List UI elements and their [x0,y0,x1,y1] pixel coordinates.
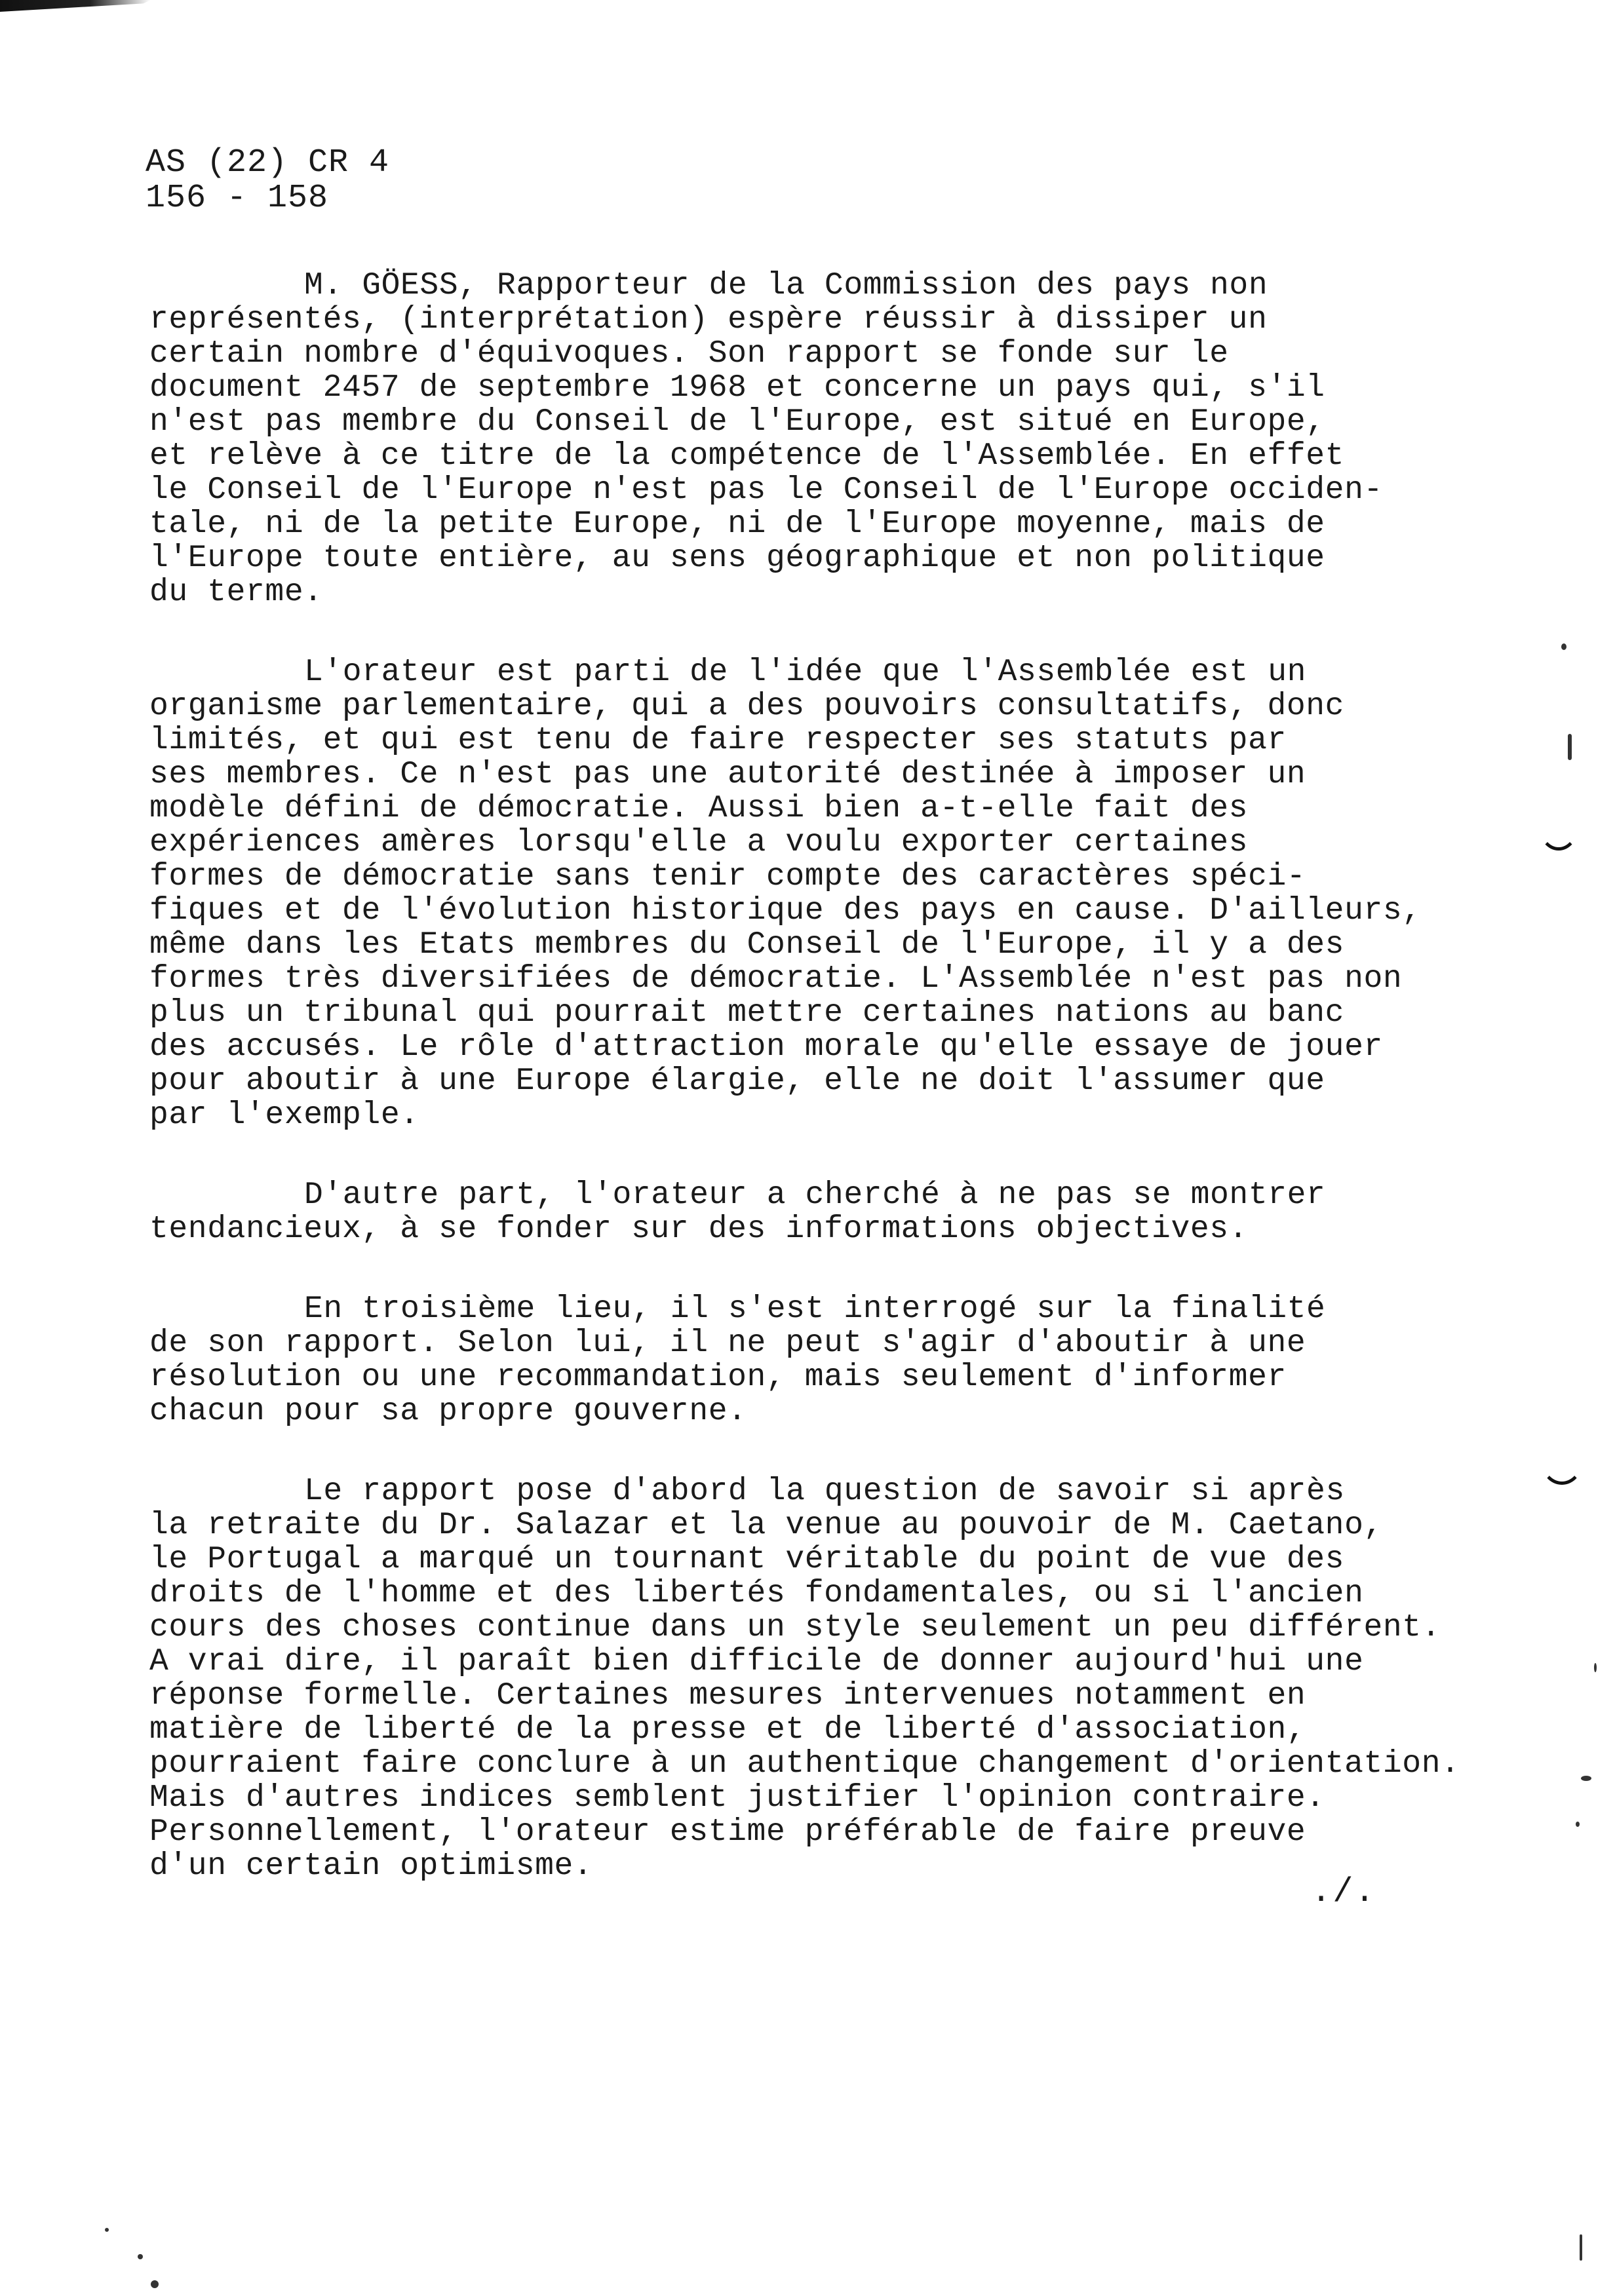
corner-speck [105,2228,109,2232]
text-line: le Portugal a marqué un tournant véritable du point de vue des [149,1542,1345,1577]
reference-code: AS (22) CR 4 [146,144,390,182]
paragraph-1 [149,269,1513,609]
scan-corner-mark [0,0,151,12]
text-line: matière de liberté de la presse et de liberté d'association, [149,1712,1306,1748]
margin-speck [1568,734,1572,760]
text-line: représentés, (interprétation) espère réussir à dissiper un [149,302,1268,337]
text-line: ses membres. Ce n'est pas une autorité destinée à imposer un [149,757,1306,792]
text-line: A vrai dire, il paraît bien difficile de donner aujourd'hui une [149,1644,1364,1679]
continuation-mark: ./. [1311,1873,1376,1911]
paragraph-5 [149,1474,1513,1883]
text-line: cours des choses continue dans un style seulement un peu différent. [149,1610,1441,1645]
corner-speck [1580,2234,1582,2261]
text-line: réponse formelle. Certaines mesures intervenues notamment en [149,1678,1306,1713]
text-line: M. GÖESS, Rapporteur de la Commission des pays non [304,268,1268,303]
text-line: modèle défini de démocratie. Aussi bien a-t-elle fait des [149,791,1249,826]
reference-pages: 156 - 158 [146,180,329,217]
text-line: de son rapport. Selon lui, il ne peut s'agir d'aboutir à une [149,1326,1306,1361]
text-line: Personnellement, l'orateur estime préférable de faire preuve [149,1814,1306,1850]
text-line: formes de démocratie sans tenir compte des caractères spéci- [149,859,1306,894]
text-line: Mais d'autres indices semblent justifier l'opinion contraire. [149,1780,1325,1816]
margin-curve-mark [1540,1435,1584,1485]
corner-speck [138,2254,143,2259]
text-line: plus un tribunal qui pourrait mettre certaines nations au banc [149,995,1345,1031]
margin-curve-mark [1539,805,1578,851]
text-line: pourraient faire conclure à un authentique changement d'orientation. [149,1746,1460,1782]
text-line: expériences amères lorsqu'elle a voulu exporter certaines [149,825,1249,860]
text-line: tendancieux, à se fonder sur des informations objectives. [149,1212,1249,1247]
margin-speck [1561,643,1566,650]
text-line: chacun pour sa propre gouverne. [149,1394,747,1429]
text-line: des accusés. Le rôle d'attraction morale qu'elle essaye de jouer [149,1029,1383,1065]
margin-speck [1581,1776,1591,1781]
paragraph-3 [149,1178,1513,1246]
text-line: droits de l'homme et des libertés fondamentales, ou si l'ancien [149,1576,1364,1611]
text-line: même dans les Etats membres du Conseil de l'Europe, il y a des [149,927,1345,963]
text-line: L'orateur est parti de l'idée que l'Assemblée est un [304,655,1307,690]
text-line: pour aboutir à une Europe élargie, elle ne doit l'assumer que [149,1063,1325,1099]
text-line: du terme. [149,575,323,610]
text-line: fiques et de l'évolution historique des pays en cause. D'ailleurs, [149,893,1422,928]
text-line: tale, ni de la petite Europe, ni de l'Europe moyenne, mais de [149,507,1325,542]
paragraph-2 [149,655,1513,1132]
text-line: document 2457 de septembre 1968 et concerne un pays qui, s'il [149,370,1325,406]
document-body [149,269,1513,1929]
text-line: résolution ou une recommandation, mais seulement d'informer [149,1360,1287,1395]
text-line: certain nombre d'équivoques. Son rapport se fonde sur le [149,336,1229,372]
text-line: d'un certain optimisme. [149,1848,593,1884]
text-line: la retraite du Dr. Salazar et la venue au pouvoir de M. Caetano, [149,1508,1383,1543]
text-line: D'autre part, l'orateur a cherché à ne pas se montrer [304,1177,1326,1213]
text-line: limités, et qui est tenu de faire respecter ses statuts par [149,723,1287,758]
text-line: l'Europe toute entière, au sens géographique et non politique [149,541,1325,576]
text-line: n'est pas membre du Conseil de l'Europe, est situé en Europe, [149,404,1325,440]
text-line: En troisième lieu, il s'est interrogé sur la finalité [304,1292,1326,1327]
margin-speck [1594,1663,1597,1672]
text-line: par l'exemple. [149,1098,419,1133]
text-line: organisme parlementaire, qui a des pouvoirs consultatifs, donc [149,689,1345,724]
margin-speck [1576,1822,1580,1827]
text-line: formes très diversifiées de démocratie. L'Assemblée n'est pas non [149,961,1403,997]
paragraph-4 [149,1292,1513,1428]
document-reference [146,145,389,216]
corner-speck [151,2280,159,2288]
text-line: le Conseil de l'Europe n'est pas le Conseil de l'Europe occiden- [149,472,1383,508]
text-line: et relève à ce titre de la compétence de l'Assemblée. En effet [149,438,1345,474]
text-line: Le rapport pose d'abord la question de savoir si après [304,1474,1345,1509]
